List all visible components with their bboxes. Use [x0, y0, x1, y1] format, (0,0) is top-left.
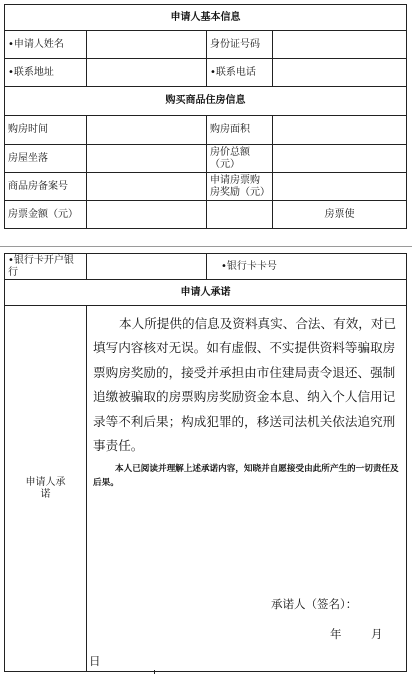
voucher-use-label: 房票使	[273, 201, 407, 229]
page-mark	[154, 670, 155, 674]
date-day-label: 日	[89, 654, 101, 668]
total-price-label: 房价总额（元）	[207, 145, 273, 173]
reward-label: 申请房票购房奖励（元）	[207, 173, 273, 201]
filing-number-label: 商品房备案号	[5, 173, 87, 201]
total-price-field[interactable]	[273, 145, 407, 173]
voucher-amount-field[interactable]	[87, 201, 207, 229]
pledge-title: 申请人承诺	[5, 280, 407, 306]
pledge-acknowledgement: 本人已阅读并理解上述承诺内容，知晓并自愿接受由此所产生的一切责任及后果。	[93, 464, 399, 489]
house-location-field[interactable]	[87, 145, 207, 173]
signature-label: 承诺人（签名）：	[271, 597, 358, 611]
bank-name-field[interactable]	[87, 254, 207, 280]
house-info-title: 购买商品住房信息	[5, 87, 407, 116]
purchase-time-label: 购房时间	[5, 116, 87, 145]
pledge-cell	[87, 306, 407, 672]
application-form-upper	[4, 4, 407, 229]
house-area-field[interactable]	[273, 116, 407, 145]
filing-number-field[interactable]	[87, 173, 207, 201]
voucher-amount-label: 房票金额（元）	[5, 201, 87, 229]
date-year-label: 年	[330, 627, 342, 641]
house-area-label: 购房面积	[207, 116, 273, 145]
voucher-spacer-cell	[207, 201, 273, 229]
phone-field[interactable]	[273, 59, 407, 87]
application-form-lower	[4, 253, 407, 672]
applicant-name-label: •申请人姓名	[5, 31, 87, 59]
pledge-side-label: 申请人承诺	[5, 306, 87, 672]
address-field[interactable]	[87, 59, 207, 87]
bank-name-label: •银行卡开户银行	[5, 254, 87, 280]
phone-label: •联系电话	[207, 59, 273, 87]
id-number-label: 身份证号码	[207, 31, 273, 59]
pledge-body: 本人所提供的信息及资料真实、合法、有效，对已填写内容核对无误。如有虚假、不实提供资料等骗取房票购房奖励的，接受并承担由市住建局责令退还、强制追缴被骗取的房票购房奖励资金本息、纳入个人信用记录等不利后果；构成犯罪的，移送司法机关依法追究刑事责任。	[93, 316, 397, 454]
basic-info-title: 申请人基本信息	[5, 5, 407, 31]
date-month-label: 月	[371, 627, 383, 641]
applicant-name-field[interactable]	[87, 31, 207, 59]
page-break-line	[0, 246, 412, 247]
house-location-label: 房屋坐落	[5, 145, 87, 173]
reward-field[interactable]	[273, 173, 407, 201]
id-number-field[interactable]	[273, 31, 407, 59]
address-label: •联系地址	[5, 59, 87, 87]
card-number-label: •银行卡卡号	[207, 254, 407, 280]
purchase-time-field[interactable]	[87, 116, 207, 145]
